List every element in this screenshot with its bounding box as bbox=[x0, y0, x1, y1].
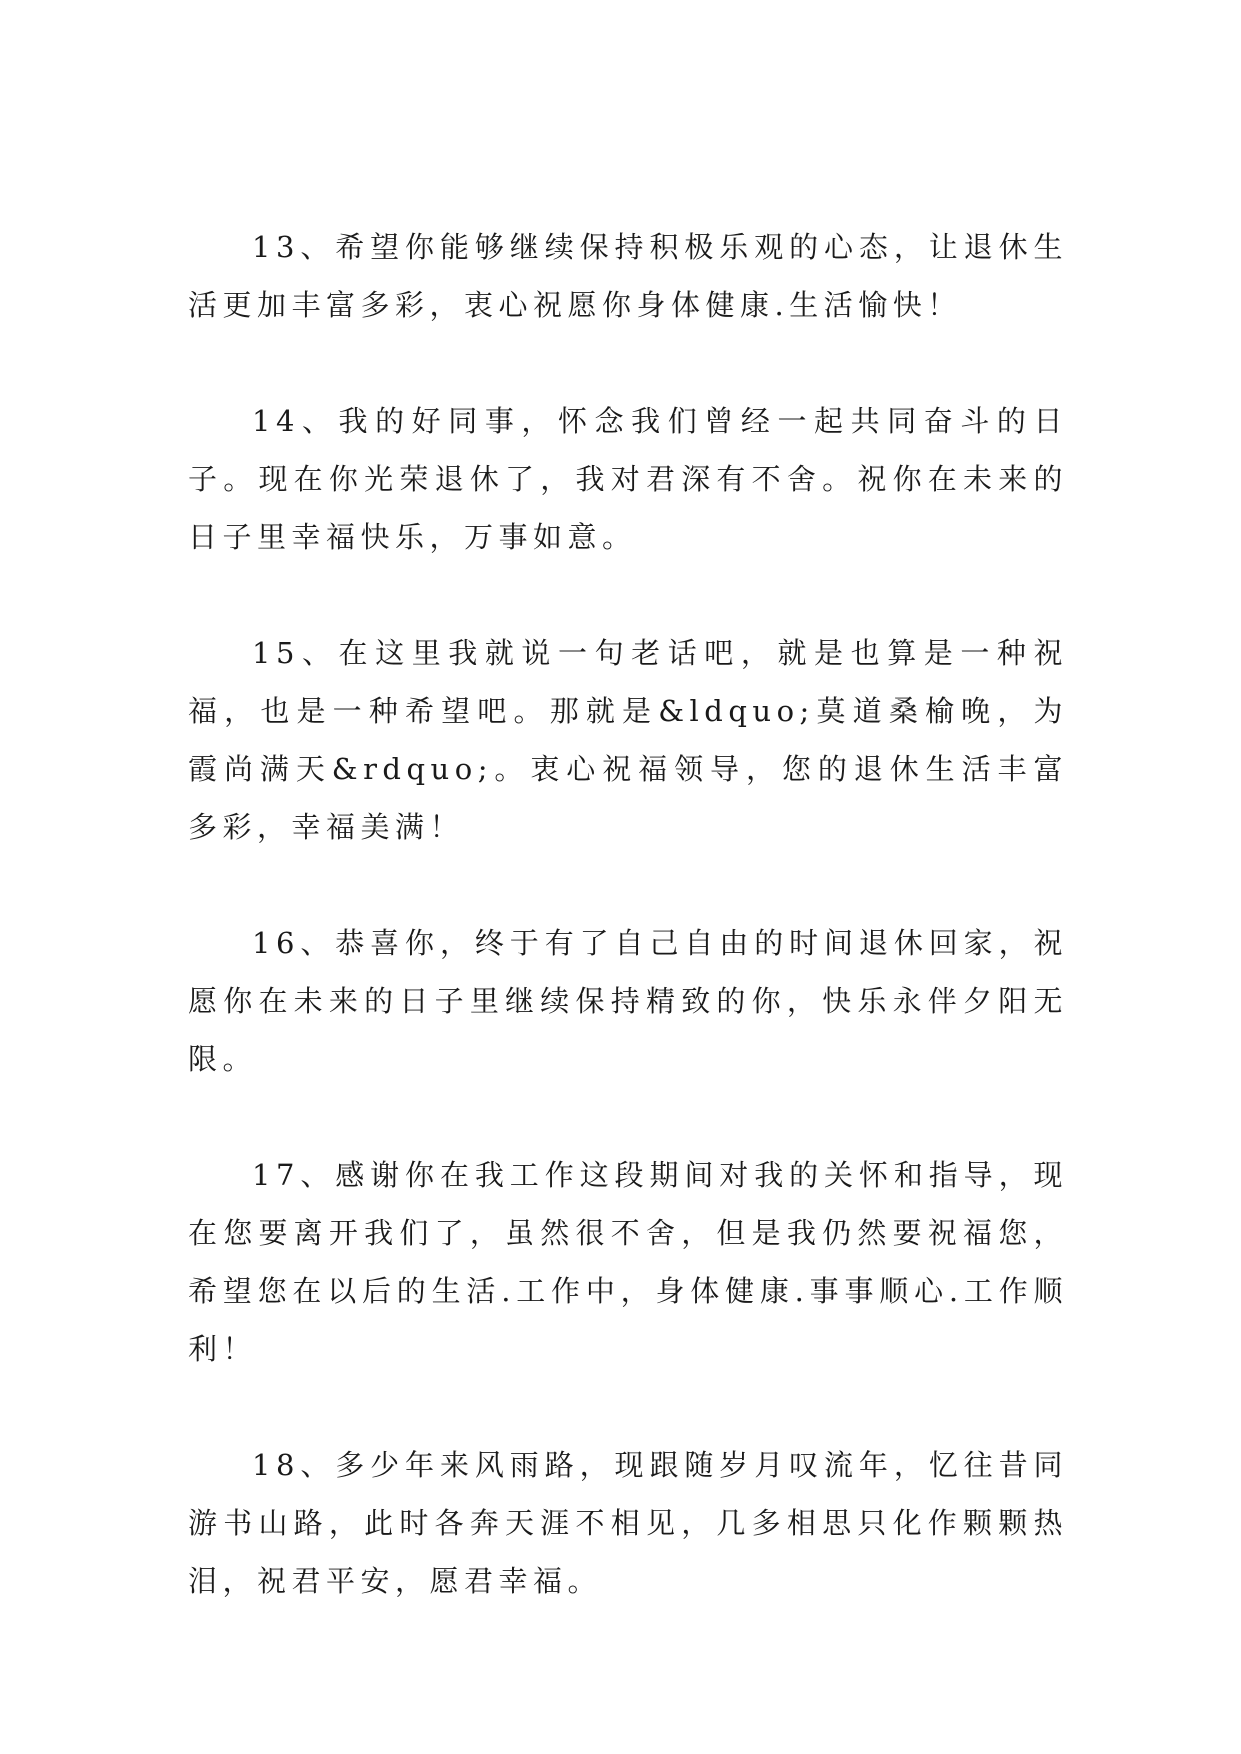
paragraph-17: 17、感谢你在我工作这段期间对我的关怀和指导，现在您要离开我们了，虽然很不舍，但是我仍然要祝福您，希望您在以后的生活.工作中，身体健康.事事顺心.工作顺利！ bbox=[188, 1158, 1068, 1366]
paragraph-13: 13、希望你能够继续保持积极乐观的心态，让退休生活更加丰富多彩，衷心祝愿你身体健康.生活愉快！ bbox=[188, 230, 1068, 322]
paragraph-14: 14、我的好同事，怀念我们曾经一起共同奋斗的日子。现在你光荣退休了，我对君深有不舍。祝你在未来的日子里幸福快乐，万事如意。 bbox=[188, 404, 1068, 554]
document-body bbox=[188, 218, 1068, 1668]
paragraph-15: 15、在这里我就说一句老话吧，就是也算是一种祝福，也是一种希望吧。那就是&ldquo;莫道桑榆晚，为霞尚满天&rdquo;。衷心祝福领导，您的退休生活丰富多彩，幸福美满！ bbox=[188, 636, 1068, 844]
paragraph-16: 16、恭喜你，终于有了自己自由的时间退休回家，祝愿你在未来的日子里继续保持精致的你，快乐永伴夕阳无限。 bbox=[188, 926, 1068, 1076]
paragraph-18: 18、多少年来风雨路，现跟随岁月叹流年，忆往昔同游书山路，此时各奔天涯不相见，几多相思只化作颗颗热泪，祝君平安，愿君幸福。 bbox=[188, 1448, 1068, 1598]
